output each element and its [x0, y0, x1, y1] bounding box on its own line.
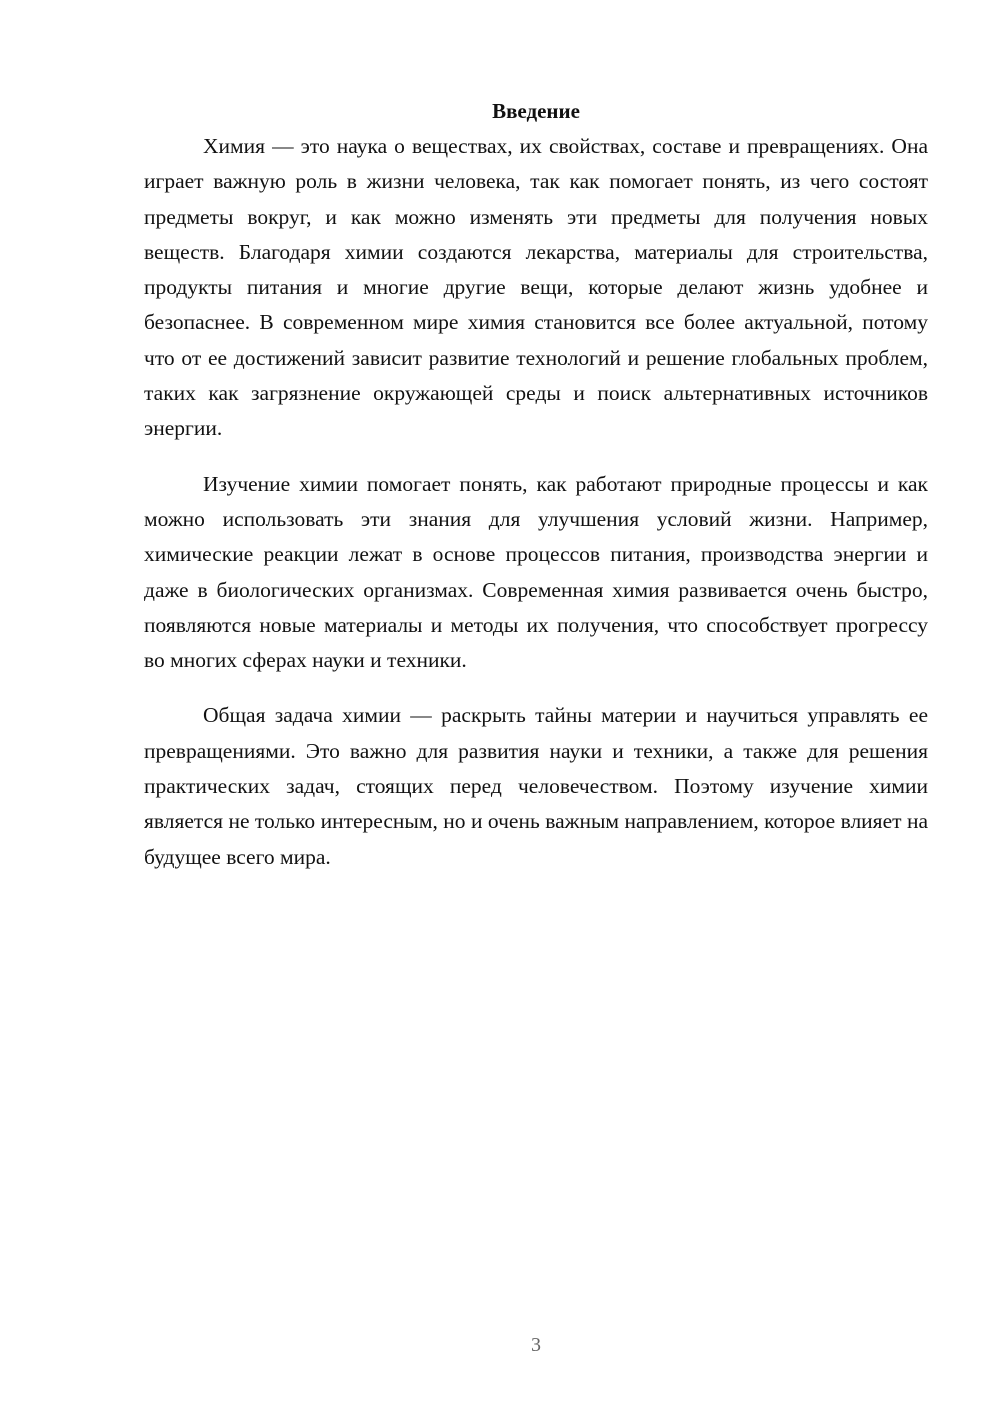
paragraph-1: Химия — это наука о веществах, их свойствах, составе и превращениях. Она играет важную роль в жизни человека, так как помогает понять, из чего состоят предметы вокруг, и как можно изменять эти предметы для получения новых веществ. Благодаря химии создаются лекарства, материалы для строительства, продукты питания и многие другие вещи, которые делают жизнь удобнее и безопаснее. В современном мире химия становится все более актуальной, потому что от ее достижений зависит развитие технологий и решение глобальных проблем, таких как загрязнение окружающей среды и поиск альтернативных источников энергии. — [144, 134, 928, 441]
page-content — [144, 94, 928, 875]
paragraph-3: Общая задача химии — раскрыть тайны материи и научиться управлять ее превращениями. Это важно для развития науки и техники, а также для решения практических задач, стоящих перед человечеством. Поэтому изучение химии является не только интересным, но и очень важным направлением, которое влияет на будущее всего мира. — [144, 703, 928, 869]
page-number: 3 — [531, 1334, 541, 1356]
paragraph-2: Изучение химии помогает понять, как работают природные процессы и как можно использовать эти знания для улучшения условий жизни. Например, химические реакции лежат в основе процессов питания, производства энергии и даже в биологических организмах. Современная химия развивается очень быстро, появляются новые материалы и методы их получения, что способствует прогрессу во многих сферах науки и техники. — [144, 471, 928, 673]
section-heading: Введение — [492, 99, 580, 123]
